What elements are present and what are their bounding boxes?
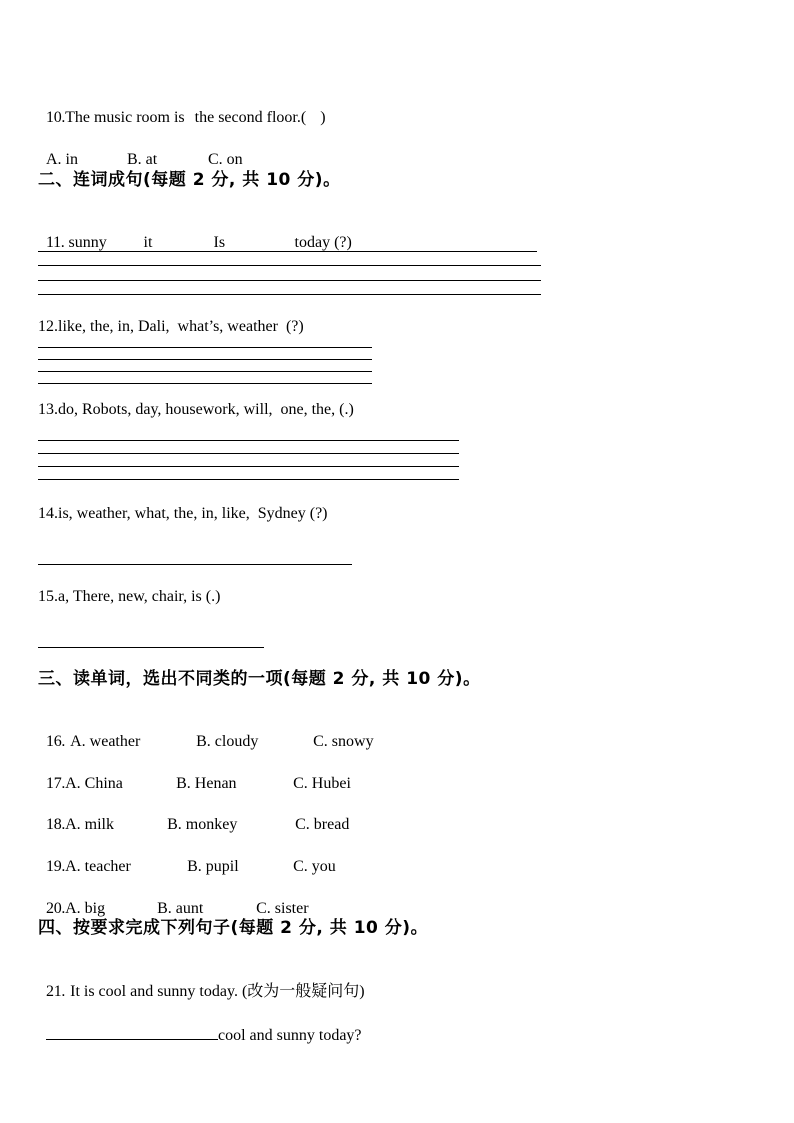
- word-3: Is: [213, 234, 226, 251]
- option-a: A. in: [46, 151, 78, 168]
- answer-line: [38, 359, 372, 360]
- answer-bracket-close: ): [320, 109, 326, 126]
- option-b: B. Henan: [176, 775, 237, 792]
- question-21: [38, 962, 365, 1002]
- section-3-heading: 三、读单词，选出不同类的一项(每题 2 分, 共 10 分)。: [38, 669, 481, 689]
- question-number: 18.: [46, 816, 66, 833]
- answer-line: [38, 371, 372, 372]
- option-b: B. aunt: [157, 900, 204, 917]
- answer-line: [38, 564, 352, 565]
- question-number: 16.: [46, 733, 66, 750]
- answer-line: [38, 294, 541, 295]
- option-b: B. at: [127, 151, 158, 168]
- word-4: today (?): [294, 234, 352, 251]
- question-16: [38, 712, 374, 752]
- option-a: A. teacher: [65, 858, 131, 875]
- question-text-after: the second floor.(: [194, 109, 307, 126]
- answer-line: [38, 440, 459, 441]
- section-4-heading: 四、按要求完成下列句子(每题 2 分, 共 10 分)。: [38, 918, 429, 938]
- option-c: C. Hubei: [293, 775, 351, 792]
- option-c: C. you: [293, 858, 336, 875]
- question-number: 17.: [46, 775, 66, 792]
- question-10: [38, 88, 326, 128]
- answer-line: [38, 453, 459, 454]
- question-14: 14.is, weather, what, the, in, like, Sydney (?): [38, 505, 328, 522]
- question-17: [38, 754, 351, 794]
- option-a: A. big: [65, 900, 106, 917]
- answer-line: [38, 479, 459, 480]
- answer-line: [38, 383, 372, 384]
- option-c: C. snowy: [313, 733, 374, 750]
- answer-line: [38, 251, 537, 252]
- option-b: B. cloudy: [196, 733, 259, 750]
- answer-line: [38, 265, 541, 266]
- word-1: sunny: [68, 234, 107, 251]
- option-c: C. sister: [256, 900, 309, 917]
- question-18: [38, 795, 349, 835]
- answer-line: [38, 647, 264, 648]
- question-19: [38, 837, 336, 877]
- option-b: B. pupil: [187, 858, 239, 875]
- question-12: 12.like, the, in, Dali, what’s, weather (?): [38, 318, 304, 335]
- answer-line: [38, 466, 459, 467]
- answer-line: [38, 280, 541, 281]
- word-2: it: [143, 234, 153, 251]
- option-a: A. milk: [65, 816, 114, 833]
- option-a: A. weather: [70, 733, 141, 750]
- question-number: 11.: [46, 234, 65, 251]
- question-21-answer: [38, 1003, 362, 1046]
- option-c: C. bread: [295, 816, 350, 833]
- answer-line: [38, 347, 372, 348]
- question-number: 10.: [46, 109, 66, 126]
- question-15: 15.a, There, new, chair, is (.): [38, 588, 221, 605]
- question-11: [38, 213, 352, 253]
- answer-blank[interactable]: [46, 1023, 218, 1040]
- question-number: 20.: [46, 900, 66, 917]
- option-c: C. on: [208, 151, 243, 168]
- question-10-options: [38, 130, 243, 170]
- answer-tail: cool and sunny today?: [218, 1027, 362, 1044]
- question-20: [38, 879, 309, 919]
- option-a: A. China: [65, 775, 123, 792]
- question-number: 21.: [46, 983, 66, 1000]
- question-number: 19.: [46, 858, 66, 875]
- section-2-heading: 二、连词成句(每题 2 分, 共 10 分)。: [38, 170, 341, 190]
- question-text: It is cool and sunny today. (改为一般疑问句): [70, 983, 365, 1000]
- question-text-before: The music room is: [65, 109, 185, 126]
- option-b: B. monkey: [167, 816, 238, 833]
- question-13: 13.do, Robots, day, housework, will, one, the, (.): [38, 401, 354, 418]
